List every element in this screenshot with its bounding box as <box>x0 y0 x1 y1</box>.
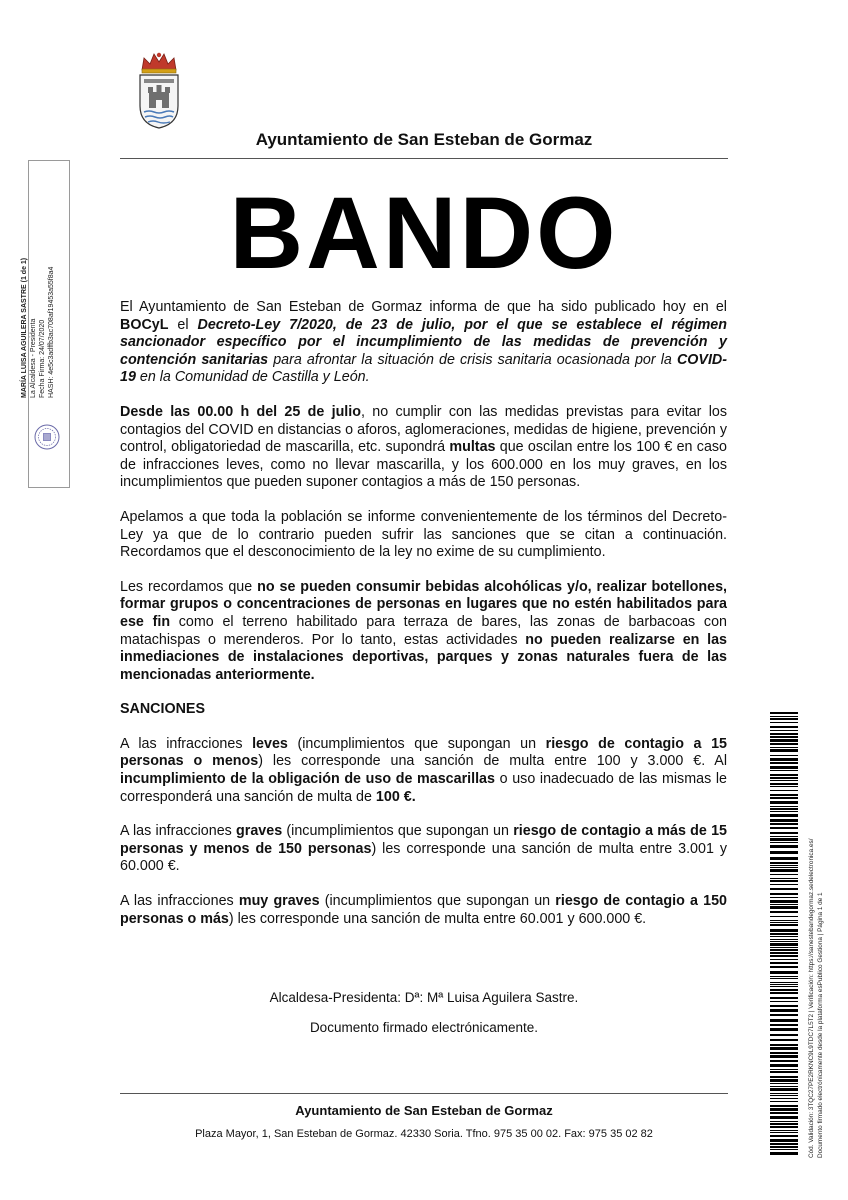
paragraph-measures: Desde las 00.00 h del 25 de julio, no cumplir con las medidas previstas para evitar los contagios del COVID en distancias o aforos, aglomeraciones, medidas de higiene, prevención y control, obligatoriedad de mascarilla, etc. supondrá multas que oscilan entre los 100 € en caso de infracciones leves, como no llevar mascarilla, y los 600.000 en los muy graves, en los incumplimientos que pueden suponer contagios a más de 150 personas. <box>120 403 727 491</box>
header-title: Ayuntamiento de San Esteban de Gormaz <box>255 130 593 149</box>
platform-note: Documento firmado electrónicamente desde la plataforma esPublico Gestiona | Página 1 de 1 <box>816 892 824 1158</box>
header-divider <box>120 158 728 159</box>
signature-hash: HASH: 4e5c3adffb3ac708af19453a55f8a4 <box>48 266 55 398</box>
footer-address: Plaza Mayor, 1, San Esteban de Gormaz. 42330 Soria. Tfno. 975 35 00 02. Fax: 975 35 02 82 <box>195 1128 653 1140</box>
section-heading-sanciones: SANCIONES <box>120 701 205 718</box>
footer-title: Ayuntamiento de San Esteban de Gormaz <box>295 1103 553 1118</box>
barcode-icon <box>770 712 798 1156</box>
paragraph-reminder: Les recordamos que no se pueden consumir bebidas alcohólicas y/o, realizar botellones, formar grupos o concentraciones de personas en lugares que no estén habilitados para ese fin como el terreno habilitado para terraza de bares, las zonas de barbacoas con matachispas o merenderos. Por lo tanto, estas actividades no pueden realizarse en las inmediaciones de instalaciones deportivas, parques y zonas naturales fuera de las mencionadas anteriormente. <box>120 578 728 683</box>
signer-name: MARÍA LUISA AGUILERA SASTRE (1 de 1) <box>21 257 28 398</box>
paragraph-appeal: Apelamos a que toda la población se informe convenientemente de los términos del Decreto-Ley ya que de lo contrario pueden sufrir las sanciones que se citan a continuación. Recordamos que el desconocimiento de la ley no exime de su cumplimiento. <box>120 508 727 561</box>
signatory-line: Alcaldesa-Presidenta: Dª: Mª Luisa Aguilera Sastre. <box>269 990 579 1005</box>
paragraph-intro: El Ayuntamiento de San Esteban de Gormaz informa de que ha sido publicado hoy en el BOCyL el Decreto-Ley 7/2020, de 23 de julio, por el que se establece el régimen sancionador específico por el incumplimiento de las medidas de prevención y contención sanitarias para afrontar la situación de crisis sanitaria ocasionada por la COVID-19 en la Comunidad de Castilla y León. <box>120 299 728 386</box>
coat-of-arms-icon <box>136 50 182 130</box>
footer-divider <box>120 1093 728 1094</box>
paragraph-leves: A las infracciones leves (incumplimientos que supongan un riesgo de contagio a 15 personas o menos) les corresponde una sanción de multa entre 100 y 3.000 €. Al incumplimiento de la obligación de uso de mascarillas o uso inadecuado de las mismas le corresponderá una sanción de multa de 100 €. <box>120 735 728 805</box>
signer-role: La Alcaldesa - Presidenta <box>30 318 37 398</box>
verification-text <box>808 698 834 1158</box>
signature-stamp-text <box>20 178 60 398</box>
seal-icon <box>34 424 60 450</box>
document-body <box>120 299 727 945</box>
validation-code: Cód. Validación: 3TQC27PE2RKNC9L9TDC7L5T2 | Verificación: https://sanestebandegormaz.sedelectronica.es/ <box>808 838 815 1158</box>
page-title: BANDO <box>229 176 619 290</box>
electronic-signature-note: Documento firmado electrónicamente. <box>309 1020 539 1035</box>
paragraph-graves: A las infracciones graves (incumplimientos que supongan un riesgo de contagio a más de 15 personas y menos de 150 personas) les corresponde una sanción de multa entre 3.001 y 60.000 €. <box>120 823 727 875</box>
paragraph-muy-graves: A las infracciones muy graves (incumplimientos que supongan un riesgo de contagio a 150 personas o más) les corresponde una sanción de multa entre 60.001 y 600.000 €. <box>120 893 727 927</box>
signature-date: Fecha Firma: 24/07/2020 <box>39 319 46 398</box>
